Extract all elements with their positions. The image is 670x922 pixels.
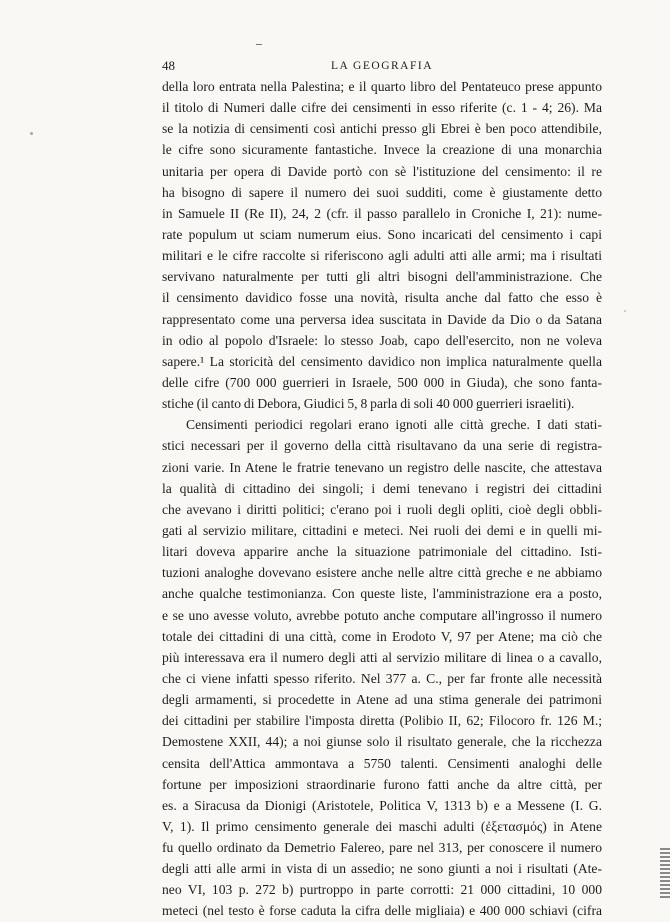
text-line: la qualità di cittadino dei singoli; i demi tenevano i registri dei cittadini bbox=[162, 480, 602, 496]
text-line: anche qualche testimonianza. Con queste liste, l'amministrazione era a posto, bbox=[162, 586, 602, 602]
print-speck bbox=[30, 132, 33, 135]
text-line: fu quello ordinato da Demetrio Falereo, pare nel 313, per conoscere il numero bbox=[162, 840, 602, 856]
text-line: tuzioni analoghe dovevano esistere anche nelle altre città greche e ne abbiamo bbox=[162, 565, 602, 581]
text-line: stiche (il canto di Debora, Giudici 5, 8 parla di soli 40 000 guerrieri israeliti). bbox=[162, 396, 575, 412]
text-line: ha bisogno di sapere il numero dei suoi sudditi, come è giustamente detto bbox=[162, 184, 602, 200]
text-line: es. a Siracusa da Dionigi (Aristotele, Politica V, 1313 b) e a Messene (I. G. bbox=[162, 797, 602, 813]
text-line: unitaria per opera di Davide portò con sè l'istituzione del censimento: il re bbox=[162, 163, 602, 179]
text-line: che avevano i diritti politici; c'erano poi i ruoli degli opliti, cioè degli obbli- bbox=[162, 501, 602, 517]
print-speck bbox=[256, 44, 262, 45]
text-line: Demostene XXII, 44); a noi giunse solo il risultato generale, che la ricchezza bbox=[162, 734, 602, 750]
text-line: e se uno avesse voluto, avrebbe potuto anche computare all'ingrosso il numero bbox=[162, 607, 602, 623]
text-line: stici necessari per il governo della città risultavano da una serie di registra- bbox=[162, 438, 602, 454]
text-line: militari e le cifre raccolte si riferiscono agli adulti atti alle armi; ma i risultati bbox=[162, 248, 602, 264]
text-line: sapere.¹ La storicità del censimento davidico non implica naturalmente quella bbox=[162, 353, 602, 369]
text-line: della loro entrata nella Palestina; e il quarto libro del Pentateuco prese appunto bbox=[162, 79, 602, 94]
page-number: 48 bbox=[162, 58, 175, 73]
text-line: Censimenti periodici regolari erano ignoti alle città greche. I dati stati- bbox=[186, 417, 602, 433]
text-line: dei cittadini per stabilire l'imposta diretta (Polibio II, 62; Filocoro fr. 126 M.; bbox=[162, 713, 602, 729]
text-line: che ci viene infatti spesso riferito. Nel 377 a. C., per far fronte alle necessità bbox=[162, 670, 602, 686]
text-line: il censimento davidico fosse una novità, risulta anche dal fatto che esso è bbox=[162, 290, 602, 306]
text-line: delle cifre (700 000 guerrieri in Israele, 500 000 in Giuda), che sono fanta- bbox=[162, 374, 602, 390]
print-speck bbox=[624, 310, 626, 312]
text-line: le cifre sono sicuramente fantastiche. Invece la creazione di una monarchia bbox=[162, 142, 602, 158]
text-line: rate populum ut sciam numerum eius. Sono incaricati del censimento i capi bbox=[162, 226, 602, 242]
text-line: censita dell'Attica ammontava a 5750 talenti. Censimenti analoghi delle bbox=[162, 755, 602, 771]
text-line: in Samuele II (Re II), 24, 2 (cfr. il passo parallelo in Croniche I, 21): nume- bbox=[162, 205, 602, 221]
text-line: servivano naturalmente per tutti gli altri bisogni dell'amministrazione. Che bbox=[162, 269, 602, 285]
text-line: se la notizia di censimenti così antichi presso gli Ebrei è ben poco attendibile, bbox=[162, 121, 602, 137]
text-line: neo VI, 103 p. 272 b) purtroppo in parte corrotti: 21 000 cittadini, 10 000 bbox=[162, 882, 602, 898]
text-line: degli atti alle armi in vista di un assedio; ne sono giunti a noi i risultati (Ate- bbox=[162, 861, 602, 877]
text-line: il titolo di Numeri dalle cifre dei censimenti in esso riferite (c. 1 - 4; 26). Ma bbox=[162, 100, 602, 116]
text-line: totale dei cittadini di una città, come in Erodoto V, 97 per Atene; ma ciò che bbox=[162, 628, 602, 644]
page-edge bbox=[660, 848, 670, 900]
text-line: meteci (nel testo è forse caduta la cifra delle migliaia) e 400 000 schiavi (cifra bbox=[162, 903, 602, 919]
text-line: degli armamenti, si procedette in Atene ad una stima generale dei patrimoni bbox=[162, 692, 602, 708]
text-line: in odio al popolo d'Israele: lo stesso Joab, capo dell'esercito, non ne voleva bbox=[162, 332, 602, 348]
body-text bbox=[162, 76, 602, 922]
text-line: fortune per imposizioni straordinarie furono fatti anche da altre città, per bbox=[162, 776, 602, 792]
text-line: litari doveva apparire anche la situazione patrimoniale del cittadino. Isti- bbox=[162, 544, 602, 560]
text-line: zioni varie. In Atene le fratrie tenevano un registro delle nascite, che attestava bbox=[162, 459, 602, 475]
text-line: V, 1). Il primo censimento generale dei maschi adulti (ἐξετασμός) in Atene bbox=[162, 818, 602, 834]
text-line: più interessava era il numero degli atti al servizio militare di linea o a cavallo, bbox=[162, 649, 602, 665]
running-title: LA GEOGRAFIA bbox=[330, 60, 433, 72]
text-line: gati al servizio militare, cittadini e meteci. Nei ruoli dei demi e in quelli mi- bbox=[162, 522, 602, 538]
text-line: rappresentato come una perversa idea suscitata in Davide da Dio o da Satana bbox=[162, 311, 602, 327]
page-header bbox=[162, 56, 602, 76]
